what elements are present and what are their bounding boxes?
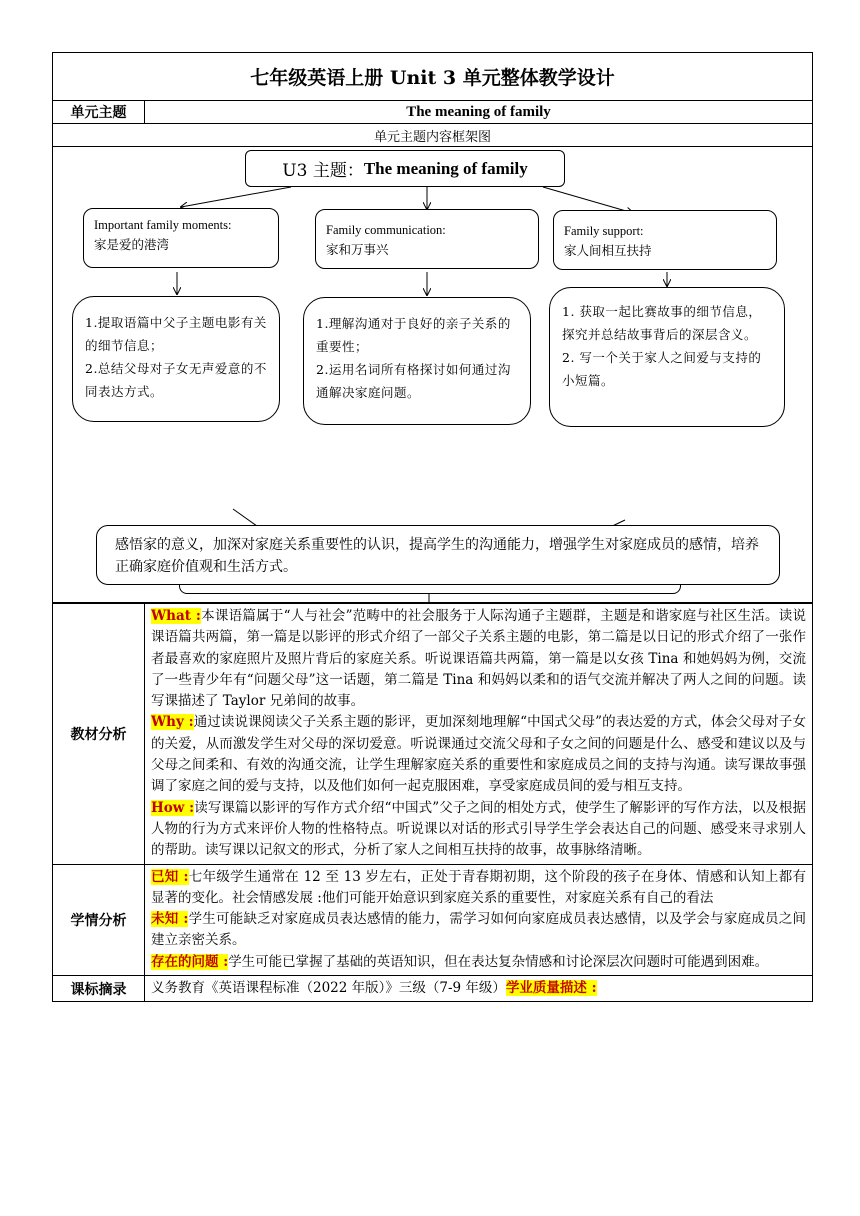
- goal-line-1: 1.理解沟通对于良好的亲子关系的重要性；: [316, 316, 511, 354]
- goal-line-2: 2.总结父母对子女无声爱意的不同表达方式。: [85, 361, 267, 399]
- category-en: Important family moments:: [94, 218, 232, 232]
- goal-line-2: 2. 写一个关于家人之间爱与支持的小短篇。: [562, 350, 762, 388]
- goal-line-1: 1.提取语篇中父子主题电影有关的细节信息；: [85, 315, 267, 353]
- unknown-text: 学生可能缺乏对家庭成员表达感情的能力，需学习如何向家庭成员表达感情，以及学会与家庭成员之间建立亲密关系。: [151, 911, 806, 949]
- summary-text: 感悟家的意义，加深对家庭关系重要性的认识，提高学生的沟通能力，增强学生对家庭成员的感情，培养正确家庭价值观和生活方式。: [115, 537, 759, 575]
- problem-text: 学生可能已掌握了基础的英语知识，但在表达复杂情感和讨论深层次问题时可能遇到困难。: [228, 953, 769, 970]
- curriculum-label: 课标摘录: [53, 976, 145, 1002]
- unit-theme-prefix: U3 主题：: [282, 161, 364, 181]
- student-analysis-content: [145, 864, 813, 975]
- curriculum-tag: 学业质量描述 :: [505, 980, 597, 997]
- category-box-moments: [83, 208, 279, 268]
- document-page: [52, 52, 812, 603]
- known-tag: 已知 :: [151, 868, 189, 885]
- curriculum-content: [145, 976, 813, 1002]
- category-zh: 家人间相互扶持: [564, 243, 652, 258]
- problem-tag: 存在的问题 :: [151, 953, 229, 970]
- summary-box: [96, 525, 780, 585]
- unit-theme-value: The meaning of family: [145, 101, 813, 124]
- what-tag: What :: [151, 608, 201, 624]
- unit-theme-box: [245, 150, 565, 187]
- arrow-top-to-left: [181, 187, 291, 207]
- known-text: 七年级学生通常在 12 至 13 岁左右，正处于青春期初期，这个阶段的孩子在身体、情感和认知上都有显著的变化。社会情感发展 :他们可能开始意识到家庭关系的重要性，对家庭关系有自己的看法: [151, 868, 806, 906]
- framework-caption: 单元主题内容框架图: [53, 124, 813, 147]
- textbook-analysis-content: [145, 604, 813, 865]
- category-box-communication: [315, 209, 539, 269]
- goal-box-moments: [72, 296, 280, 422]
- what-text: 本课语篇属于“人与社会”范畴中的社会服务于人际沟通子主题群，主题是和谐家庭与社区生活。读说课语篇共两篇，第一篇是以影评的形式介绍了一部父子关系主题的电影，第二篇是以日记的形式介绍了一张作者最喜欢的家庭照片及照片背后的家庭关系。听说课语篇共两篇，第一篇是以女孩 Tina 和她妈妈为例，交流了一些青少年有“问题父母”这一话题，第二篇是 Tina 和妈妈以柔和的语气交流并解决了两人之间的问题。读写课描述了 Taylor 兄弟间的故事。: [151, 608, 806, 710]
- how-tag: How :: [151, 799, 195, 816]
- textbook-analysis-label: 教材分析: [53, 604, 145, 865]
- unit-theme-label: 单元主题: [53, 101, 145, 124]
- curriculum-text: 义务教育《英语课程标准（2022 年版）》三级（7-9 年级）: [151, 980, 506, 997]
- document-title: 七年级英语上册 Unit 3 单元整体教学设计: [53, 53, 813, 101]
- category-zh: 家和万事兴: [326, 242, 389, 257]
- goal-box-support: [549, 287, 785, 427]
- analysis-section: [52, 603, 812, 1002]
- student-analysis-label: 学情分析: [53, 864, 145, 975]
- goal-line-1: 1. 获取一起比赛故事的细节信息，探究并总结故事背后的深层含义。: [562, 304, 762, 342]
- unknown-tag: 未知 :: [151, 911, 189, 928]
- analysis-table: [52, 603, 813, 1002]
- design-table: [52, 52, 813, 603]
- unit-theme-box-title: The meaning of family: [363, 158, 528, 178]
- goal-line-2: 2.运用名词所有格探讨如何通过沟通解决家庭问题。: [316, 362, 511, 400]
- category-en: Family communication:: [326, 223, 446, 237]
- how-text: 读写课篇以影评的写作方式介绍“中国式”父子之间的相处方式，使学生了解影评的写作方法，以及根据人物的行为方式来评价人物的性格特点。听说课以对话的形式引导学生学会表达自己的问题、感受来寻求别人的帮助。读写课以记叙文的形式，分析了家人之间相互扶持的故事，故事脉络清晰。: [151, 799, 806, 859]
- category-box-support: [553, 210, 777, 270]
- category-en: Family support:: [564, 224, 644, 238]
- category-zh: 家是爱的港湾: [94, 237, 170, 252]
- why-tag: Why :: [151, 714, 194, 731]
- why-text: 通过读说课阅读父子关系主题的影评，更加深刻地理解“中国式父母”的表达爱的方式，体会父母对子女的关爱，从而激发学生对父母的深切爱意。听说课通过交流父母和子女之间的问题是什么、感受和建议以及与父母之间柔和、有效的沟通交流，让学生理解家庭关系的重要性和家庭成员之间的支持与沟通。读写课故事强调了家庭之间的爱与支持，以及他们如何一起克服困难，享受家庭成员间的爱与相互支持。: [151, 714, 806, 795]
- goal-box-communication: [303, 297, 531, 425]
